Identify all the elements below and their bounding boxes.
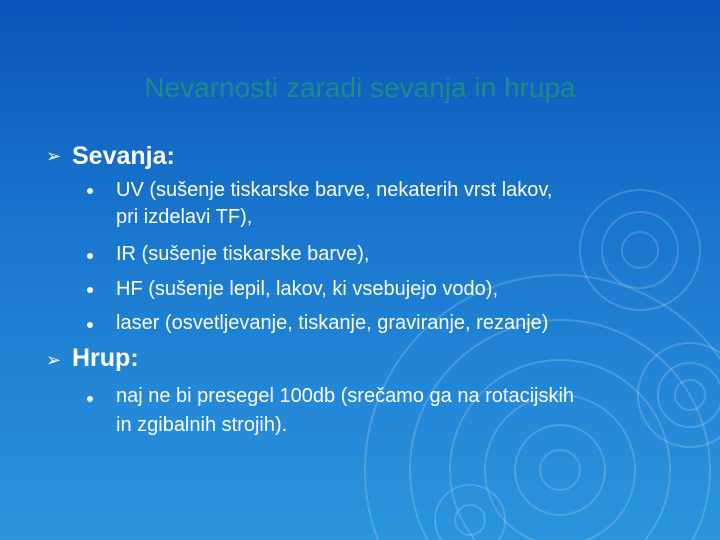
list-item-noise-continued: in zgibalnih strojih). (116, 414, 288, 436)
bullet-dot-icon (87, 322, 93, 328)
arrow-bullet-icon: ➢ (46, 350, 62, 370)
bullet-dot-icon (87, 396, 93, 402)
bullet-dot-icon (87, 188, 93, 194)
list-item-ir: IR (sušenje tiskarske barve), (116, 243, 370, 265)
list-item-uv-continued: pri izdelavi TF), (116, 206, 253, 228)
list-item-uv: UV (sušenje tiskarske barve, nekaterih vrst lakov, (116, 179, 553, 201)
section-heading-hrup: Hrup: (72, 344, 139, 372)
list-item-noise: naj ne bi presegel 100db (srečamo ga na rotacijskih (116, 385, 575, 407)
slide-title: Nevarnosti zaradi sevanja in hrupa (144, 72, 576, 103)
list-item-hf: HF (sušenje lepil, lakov, ki vsebujejo vodo), (116, 278, 499, 300)
bullet-dot-icon (87, 253, 93, 259)
section-heading-sevanja: Sevanja: (72, 142, 175, 170)
bullet-dot-icon (87, 287, 93, 293)
list-item-laser: laser (osvetljevanje, tiskanje, graviranje, rezanje) (116, 312, 549, 334)
arrow-bullet-icon: ➢ (46, 146, 62, 166)
